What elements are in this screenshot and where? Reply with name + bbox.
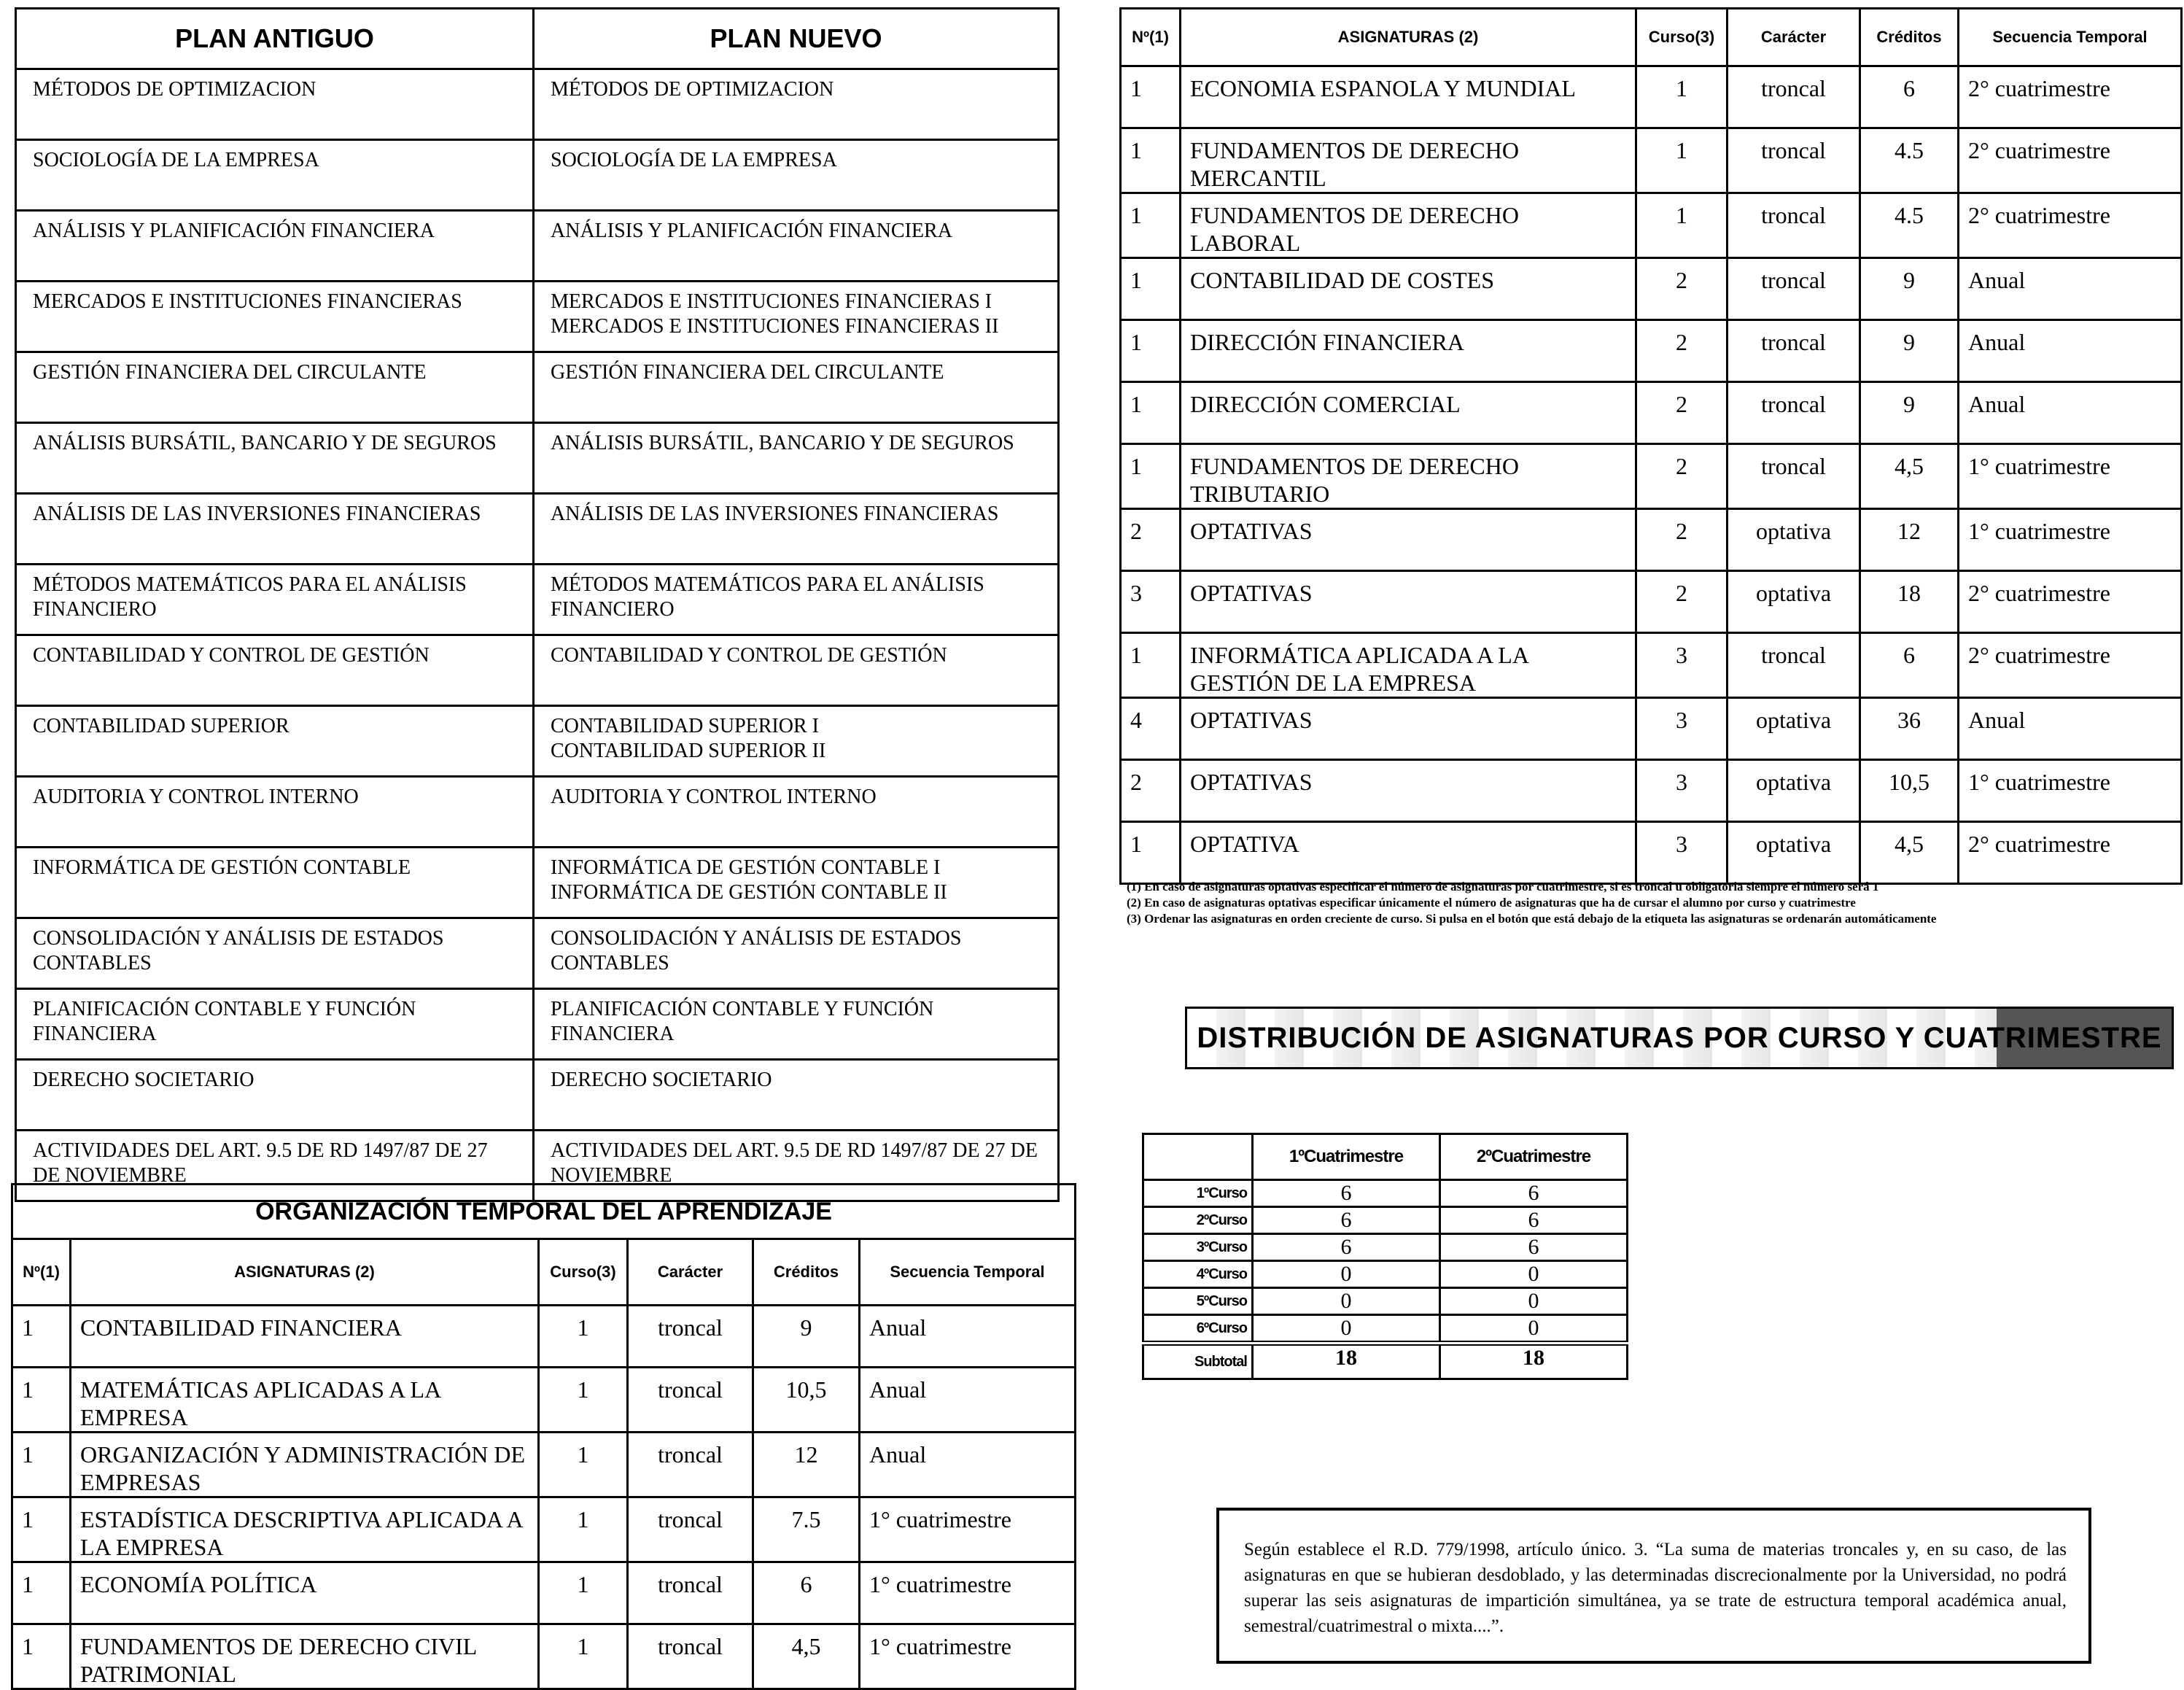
subject-cell: MATEMÁTICAS APLICADAS A LA EMPRESA — [71, 1368, 539, 1433]
plan-new-cell: AUDITORIA Y CONTROL INTERNO — [534, 777, 1059, 848]
plan-new-cell: CONSOLIDACIÓN Y ANÁLISIS DE ESTADOS CONTABLES — [534, 918, 1059, 989]
subject-cell: CONTABILIDAD DE COSTES — [1181, 258, 1636, 320]
caracter-cell: troncal — [628, 1562, 753, 1624]
distribution-row — [1143, 1261, 1628, 1288]
plan-old-cell: PLANIFICACIÓN CONTABLE Y FUNCIÓN FINANCIERA — [16, 989, 534, 1060]
creditos-cell: 4.5 — [1860, 193, 1959, 258]
subject-cell: OPTATIVAS — [1181, 509, 1636, 571]
secuencia-cell: Anual — [1959, 698, 2182, 760]
org-row — [1121, 128, 2182, 193]
org-row — [1121, 258, 2182, 320]
distribution-row — [1143, 1234, 1628, 1261]
subtotal-c2: 18 — [1440, 1344, 1628, 1379]
num-cell: 1 — [1121, 258, 1181, 320]
curso-cell: 3 — [1636, 760, 1728, 822]
secuencia-cell: 2° cuatrimestre — [1959, 633, 2182, 698]
subject-cell: ECONOMÍA POLÍTICA — [71, 1562, 539, 1624]
footnote-1: (1) En caso de asignaturas optativas especificar el número de asignaturas por cuatrimestre, si es troncal u obligatoria siempre el número será 1 — [1127, 880, 1879, 894]
secuencia-cell: Anual — [1959, 320, 2182, 382]
cuatrimestre-1-header: 1ºCuatrimestre — [1253, 1134, 1440, 1180]
secuencia-cell: Anual — [860, 1368, 1076, 1433]
footnote-3: (3) Ordenar las asignaturas en orden creciente de curso. Si pulsa en el botón que está debajo de la etiqueta las asignaturas se ordenarán automáticamente — [1127, 912, 1937, 926]
secuencia-cell: 1° cuatrimestre — [860, 1497, 1076, 1562]
plan-old-cell: MERCADOS E INSTITUCIONES FINANCIERAS — [16, 282, 534, 352]
org-row — [1121, 698, 2182, 760]
plan-row — [16, 1060, 1059, 1131]
curso-cell: 1 — [1636, 66, 1728, 128]
creditos-cell: 4.5 — [1860, 128, 1959, 193]
plan-row — [16, 989, 1059, 1060]
curso-cell: 2 — [1636, 571, 1728, 633]
creditos-cell: 10,5 — [1860, 760, 1959, 822]
subject-cell: CONTABILIDAD FINANCIERA — [71, 1306, 539, 1368]
caracter-cell: troncal — [628, 1433, 753, 1497]
caracter-cell: troncal — [628, 1497, 753, 1562]
plan-new-cell: INFORMÁTICA DE GESTIÓN CONTABLE I INFORMÁTICA DE GESTIÓN CONTABLE II — [534, 848, 1059, 918]
caracter-cell: optativa — [1728, 571, 1860, 633]
plan-row — [16, 494, 1059, 565]
curso-label: 4ºCurso — [1143, 1261, 1253, 1288]
plan-old-cell: CONSOLIDACIÓN Y ANÁLISIS DE ESTADOS CONTABLES — [16, 918, 534, 989]
col-curso-header: Curso(3) — [1636, 9, 1728, 66]
legal-note-text: Según establece el R.D. 779/1998, artículo único. 3. “La suma de materias troncales y, en su caso, de las asignaturas en que se hubieran desdoblado, y las determinadas discrecionalmente por la Universidad, no podrá superar las seis asignaturas de impartición simultánea, ya se trate de estructura temporal académica anual, semestral/cuatrimestral o mixta....”. — [1244, 1540, 2067, 1636]
num-cell: 1 — [1121, 444, 1181, 509]
org-row — [1121, 193, 2182, 258]
col-subj-header: ASIGNATURAS (2) — [1181, 9, 1636, 66]
plan-new-cell: ANÁLISIS DE LAS INVERSIONES FINANCIERAS — [534, 494, 1059, 565]
subtotal-c1: 18 — [1253, 1344, 1440, 1379]
secuencia-cell: 1° cuatrimestre — [860, 1562, 1076, 1624]
caracter-cell: troncal — [1728, 128, 1860, 193]
cuatrimestre-2-value: 0 — [1440, 1261, 1628, 1288]
secuencia-cell: 2° cuatrimestre — [1959, 571, 2182, 633]
plan-comparison-table — [15, 7, 1060, 1202]
plan-old-cell: CONTABILIDAD Y CONTROL DE GESTIÓN — [16, 635, 534, 706]
plan-header-row — [16, 9, 1059, 69]
num-cell: 1 — [1121, 633, 1181, 698]
cuatrimestre-2-value: 6 — [1440, 1234, 1628, 1261]
caracter-cell: optativa — [1728, 822, 1860, 884]
curso-cell: 2 — [1636, 382, 1728, 444]
distribution-title: DISTRIBUCIÓN DE ASIGNATURAS POR CURSO Y CUATRIMESTRE — [1197, 1022, 2162, 1054]
creditos-cell: 6 — [753, 1562, 860, 1624]
creditos-cell: 4,5 — [1860, 444, 1959, 509]
curso-label: 1ºCurso — [1143, 1180, 1253, 1207]
plan-row — [16, 352, 1059, 423]
secuencia-cell: Anual — [1959, 258, 2182, 320]
caracter-cell: optativa — [1728, 509, 1860, 571]
caracter-cell: troncal — [628, 1306, 753, 1368]
org-row — [1121, 66, 2182, 128]
col-creditos-header: Créditos — [1860, 9, 1959, 66]
org-row — [1121, 320, 2182, 382]
plan-new-cell: CONTABILIDAD SUPERIOR I CONTABILIDAD SUPERIOR II — [534, 706, 1059, 777]
caracter-cell: troncal — [1728, 633, 1860, 698]
plan-row — [16, 848, 1059, 918]
plan-row — [16, 918, 1059, 989]
curso-cell: 1 — [1636, 193, 1728, 258]
plan-old-cell: CONTABILIDAD SUPERIOR — [16, 706, 534, 777]
curso-cell: 2 — [1636, 444, 1728, 509]
org-row — [12, 1433, 1076, 1497]
plan-new-cell: ANÁLISIS BURSÁTIL, BANCARIO Y DE SEGUROS — [534, 423, 1059, 494]
creditos-cell: 4,5 — [753, 1624, 860, 1689]
caracter-cell: troncal — [1728, 193, 1860, 258]
plan-old-cell: ANÁLISIS DE LAS INVERSIONES FINANCIERAS — [16, 494, 534, 565]
secuencia-cell: 2° cuatrimestre — [1959, 193, 2182, 258]
num-cell: 3 — [1121, 571, 1181, 633]
caracter-cell: optativa — [1728, 698, 1860, 760]
org-title: ORGANIZACIÓN TEMPORAL DEL APRENDIZAJE — [12, 1185, 1076, 1239]
plan-row — [16, 211, 1059, 282]
subject-cell: ORGANIZACIÓN Y ADMINISTRACIÓN DE EMPRESAS — [71, 1433, 539, 1497]
cuatrimestre-1-value: 6 — [1253, 1207, 1440, 1234]
num-cell: 1 — [1121, 193, 1181, 258]
secuencia-cell: Anual — [860, 1433, 1076, 1497]
footnote-2: (2) En caso de asignaturas optativas especificar únicamente el número de asignaturas que ha de cursar el alumno por curso y cuatrimestre — [1127, 896, 1856, 910]
cuatrimestre-1-value: 0 — [1253, 1315, 1440, 1344]
curso-cell: 1 — [539, 1624, 628, 1689]
plan-old-cell: SOCIOLOGÍA DE LA EMPRESA — [16, 140, 534, 211]
curso-label: 6ºCurso — [1143, 1315, 1253, 1344]
plan-old-cell: INFORMÁTICA DE GESTIÓN CONTABLE — [16, 848, 534, 918]
plan-old-cell: MÉTODOS DE OPTIMIZACION — [16, 69, 534, 140]
secuencia-cell: 1° cuatrimestre — [1959, 760, 2182, 822]
subject-cell: FUNDAMENTOS DE DERECHO TRIBUTARIO — [1181, 444, 1636, 509]
org-row — [12, 1368, 1076, 1433]
plan-new-cell: CONTABILIDAD Y CONTROL DE GESTIÓN — [534, 635, 1059, 706]
plan-old-cell: GESTIÓN FINANCIERA DEL CIRCULANTE — [16, 352, 534, 423]
org-row — [12, 1624, 1076, 1689]
org-row — [1121, 509, 2182, 571]
cuatrimestre-2-value: 6 — [1440, 1180, 1628, 1207]
num-cell: 2 — [1121, 760, 1181, 822]
caracter-cell: troncal — [1728, 382, 1860, 444]
num-cell: 1 — [12, 1624, 71, 1689]
col-curso-header: Curso(3) — [539, 1239, 628, 1306]
subject-cell: FUNDAMENTOS DE DERECHO MERCANTIL — [1181, 128, 1636, 193]
creditos-cell: 12 — [1860, 509, 1959, 571]
org-row — [12, 1497, 1076, 1562]
curso-cell: 2 — [1636, 509, 1728, 571]
num-cell: 1 — [1121, 382, 1181, 444]
col-caracter-header: Carácter — [1728, 9, 1860, 66]
curso-cell: 3 — [1636, 698, 1728, 760]
org-row — [1121, 444, 2182, 509]
col-secuencia-header: Secuencia Temporal — [860, 1239, 1076, 1306]
org-row — [1121, 822, 2182, 884]
creditos-cell: 9 — [753, 1306, 860, 1368]
creditos-cell: 10,5 — [753, 1368, 860, 1433]
col-secuencia-header: Secuencia Temporal — [1959, 9, 2182, 66]
creditos-cell: 7.5 — [753, 1497, 860, 1562]
org-table-left — [11, 1183, 1076, 1690]
cuatrimestre-2-value: 0 — [1440, 1288, 1628, 1315]
plan-row — [16, 423, 1059, 494]
plan-row — [16, 140, 1059, 211]
plan-new-header: PLAN NUEVO — [534, 9, 1059, 69]
curso-cell: 3 — [1636, 822, 1728, 884]
curso-cell: 1 — [539, 1306, 628, 1368]
plan-row — [16, 565, 1059, 635]
plan-new-cell: DERECHO SOCIETARIO — [534, 1060, 1059, 1131]
plan-row — [16, 777, 1059, 848]
plan-old-cell: ANÁLISIS Y PLANIFICACIÓN FINANCIERA — [16, 211, 534, 282]
legal-note-box — [1216, 1508, 2091, 1664]
secuencia-cell: Anual — [860, 1306, 1076, 1368]
caracter-cell: troncal — [628, 1368, 753, 1433]
curso-label: 5ºCurso — [1143, 1288, 1253, 1315]
subject-cell: DIRECCIÓN COMERCIAL — [1181, 382, 1636, 444]
num-cell: 1 — [1121, 822, 1181, 884]
subject-cell: DIRECCIÓN FINANCIERA — [1181, 320, 1636, 382]
creditos-cell: 4,5 — [1860, 822, 1959, 884]
plan-body — [16, 69, 1059, 1201]
plan-new-cell: SOCIOLOGÍA DE LA EMPRESA — [534, 140, 1059, 211]
plan-old-cell: AUDITORIA Y CONTROL INTERNO — [16, 777, 534, 848]
num-cell: 1 — [12, 1306, 71, 1368]
secuencia-cell: Anual — [1959, 382, 2182, 444]
col-creditos-header: Créditos — [753, 1239, 860, 1306]
cuatrimestre-1-value: 6 — [1253, 1180, 1440, 1207]
subtotal-row — [1143, 1344, 1628, 1379]
curso-cell: 1 — [539, 1368, 628, 1433]
secuencia-cell: 2° cuatrimestre — [1959, 822, 2182, 884]
caracter-cell: troncal — [1728, 66, 1860, 128]
cuatrimestre-1-value: 0 — [1253, 1288, 1440, 1315]
caracter-cell: troncal — [628, 1624, 753, 1689]
subject-cell: OPTATIVA — [1181, 822, 1636, 884]
caracter-cell: troncal — [1728, 444, 1860, 509]
org-row — [1121, 633, 2182, 698]
secuencia-cell: 1° cuatrimestre — [860, 1624, 1076, 1689]
curso-cell: 1 — [539, 1562, 628, 1624]
plan-new-cell: ANÁLISIS Y PLANIFICACIÓN FINANCIERA — [534, 211, 1059, 282]
org-row — [1121, 382, 2182, 444]
org-title-row — [12, 1185, 1076, 1239]
org-table-right — [1119, 7, 2183, 885]
org-row — [12, 1562, 1076, 1624]
subject-cell: ECONOMIA ESPANOLA Y MUNDIAL — [1181, 66, 1636, 128]
curso-cell: 1 — [539, 1433, 628, 1497]
subtotal-label: Subtotal — [1143, 1344, 1253, 1379]
plan-old-cell: ANÁLISIS BURSÁTIL, BANCARIO Y DE SEGUROS — [16, 423, 534, 494]
cuatrimestre-2-value: 0 — [1440, 1315, 1628, 1344]
num-cell: 1 — [12, 1497, 71, 1562]
org-right-header-row — [1121, 9, 2182, 66]
num-cell: 1 — [1121, 128, 1181, 193]
plan-old-cell: MÉTODOS MATEMÁTICOS PARA EL ANÁLISIS FINANCIERO — [16, 565, 534, 635]
org-left-body — [12, 1185, 1076, 1689]
distribution-row — [1143, 1288, 1628, 1315]
plan-new-cell: ACTIVIDADES DEL ART. 9.5 DE RD 1497/87 DE 27 DE NOVIEMBRE — [534, 1131, 1059, 1201]
creditos-cell: 6 — [1860, 66, 1959, 128]
col-num-header: Nº(1) — [12, 1239, 71, 1306]
creditos-cell: 36 — [1860, 698, 1959, 760]
subject-cell: OPTATIVAS — [1181, 760, 1636, 822]
org-left-header-row — [12, 1239, 1076, 1306]
distribution-row — [1143, 1207, 1628, 1234]
distribution-body — [1143, 1134, 1628, 1379]
plan-old-cell: DERECHO SOCIETARIO — [16, 1060, 534, 1131]
secuencia-cell: 1° cuatrimestre — [1959, 444, 2182, 509]
col-num-header: Nº(1) — [1121, 9, 1181, 66]
num-cell: 1 — [12, 1433, 71, 1497]
subject-cell: ESTADÍSTICA DESCRIPTIVA APLICADA A LA EMPRESA — [71, 1497, 539, 1562]
creditos-cell: 9 — [1860, 258, 1959, 320]
curso-cell: 1 — [539, 1497, 628, 1562]
org-row — [12, 1306, 1076, 1368]
distribution-row — [1143, 1180, 1628, 1207]
num-cell: 2 — [1121, 509, 1181, 571]
distribution-row — [1143, 1315, 1628, 1344]
caracter-cell: troncal — [1728, 258, 1860, 320]
org-row — [1121, 760, 2182, 822]
cuatrimestre-1-value: 0 — [1253, 1261, 1440, 1288]
subject-cell: OPTATIVAS — [1181, 571, 1636, 633]
distribution-table — [1142, 1133, 1628, 1380]
col-subj-header: ASIGNATURAS (2) — [71, 1239, 539, 1306]
plan-new-cell: PLANIFICACIÓN CONTABLE Y FUNCIÓN FINANCIERA — [534, 989, 1059, 1060]
plan-new-cell: MÉTODOS DE OPTIMIZACION — [534, 69, 1059, 140]
distribution-header-row — [1143, 1134, 1628, 1180]
plan-row — [16, 635, 1059, 706]
footnotes — [1127, 879, 2162, 927]
plan-new-cell: MERCADOS E INSTITUCIONES FINANCIERAS I MERCADOS E INSTITUCIONES FINANCIERAS II — [534, 282, 1059, 352]
plan-row — [16, 282, 1059, 352]
curso-cell: 2 — [1636, 320, 1728, 382]
cuatrimestre-2-header: 2ºCuatrimestre — [1440, 1134, 1628, 1180]
num-cell: 1 — [12, 1368, 71, 1433]
num-cell: 1 — [1121, 66, 1181, 128]
secuencia-cell: 1° cuatrimestre — [1959, 509, 2182, 571]
curso-label: 2ºCurso — [1143, 1207, 1253, 1234]
plan-row — [16, 69, 1059, 140]
creditos-cell: 9 — [1860, 382, 1959, 444]
num-cell: 1 — [1121, 320, 1181, 382]
creditos-cell: 18 — [1860, 571, 1959, 633]
curso-cell: 1 — [1636, 128, 1728, 193]
curso-cell: 2 — [1636, 258, 1728, 320]
plan-new-cell: MÉTODOS MATEMÁTICOS PARA EL ANÁLISIS FINANCIERO — [534, 565, 1059, 635]
org-row — [1121, 571, 2182, 633]
plan-new-cell: GESTIÓN FINANCIERA DEL CIRCULANTE — [534, 352, 1059, 423]
cuatrimestre-1-value: 6 — [1253, 1234, 1440, 1261]
cuatrimestre-2-value: 6 — [1440, 1207, 1628, 1234]
plan-old-header: PLAN ANTIGUO — [16, 9, 534, 69]
creditos-cell: 12 — [753, 1433, 860, 1497]
curso-label: 3ºCurso — [1143, 1234, 1253, 1261]
subject-cell: OPTATIVAS — [1181, 698, 1636, 760]
creditos-cell: 9 — [1860, 320, 1959, 382]
subject-cell: INFORMÁTICA APLICADA A LA GESTIÓN DE LA EMPRESA — [1181, 633, 1636, 698]
col-caracter-header: Carácter — [628, 1239, 753, 1306]
curso-cell: 3 — [1636, 633, 1728, 698]
caracter-cell: optativa — [1728, 760, 1860, 822]
subject-cell: FUNDAMENTOS DE DERECHO CIVIL PATRIMONIAL — [71, 1624, 539, 1689]
creditos-cell: 6 — [1860, 633, 1959, 698]
secuencia-cell: 2° cuatrimestre — [1959, 128, 2182, 193]
num-cell: 4 — [1121, 698, 1181, 760]
org-right-body — [1121, 9, 2182, 884]
secuencia-cell: 2° cuatrimestre — [1959, 66, 2182, 128]
distribution-title-bar — [1185, 1007, 2174, 1069]
distribution-corner — [1143, 1134, 1253, 1180]
plan-old-cell: ACTIVIDADES DEL ART. 9.5 DE RD 1497/87 DE 27 DE NOVIEMBRE — [16, 1131, 534, 1201]
plan-row — [16, 706, 1059, 777]
caracter-cell: troncal — [1728, 320, 1860, 382]
num-cell: 1 — [12, 1562, 71, 1624]
subject-cell: FUNDAMENTOS DE DERECHO LABORAL — [1181, 193, 1636, 258]
